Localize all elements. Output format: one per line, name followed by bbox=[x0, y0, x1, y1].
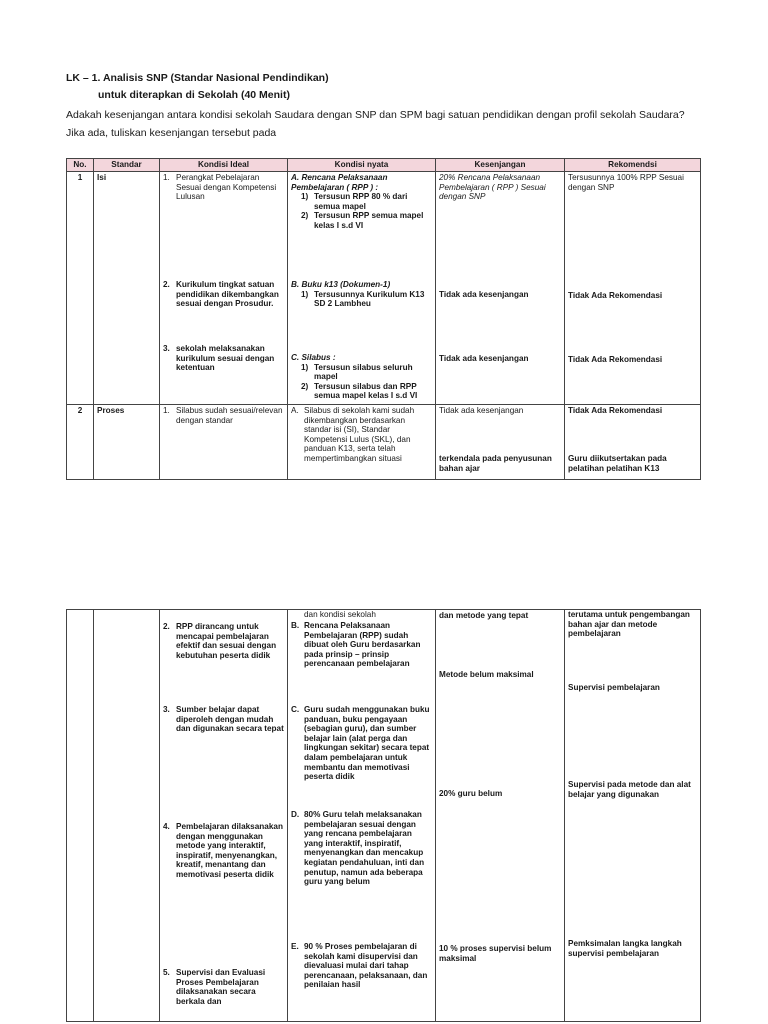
kondisi-nyata-cell bbox=[288, 610, 436, 1022]
list-item: 2. Kurikulum tingkat satuan pendidikan dikembangkan sesuai dengan Prosudur. bbox=[163, 280, 279, 309]
list-item: terutama untuk pengembangan bahan ajar dan metode pembelajaran bbox=[568, 610, 690, 639]
table-row bbox=[67, 610, 701, 1022]
header-rekomendasi: Rekomendsi bbox=[565, 159, 701, 172]
header-no: No. bbox=[67, 159, 94, 172]
kesenjangan-cell bbox=[436, 405, 565, 480]
list-item: C. Silabus : 1) Tersusun silabus seluruh mapel 2) Tersusun silabus dan RPP semua mapel kelas I s.d VI bbox=[291, 353, 418, 401]
list-item: Supervisi pada metode dan alat belajar yang digunakan bbox=[568, 780, 691, 799]
row-standar: Isi bbox=[94, 172, 160, 405]
list-item: A. Rencana Pelaksanaan Pembelajaran ( RPP ) : 1) Tersusun RPP 80 % dari semua mapel 2) Tersusun RPP semua mapel kelas I s.d VI bbox=[291, 173, 424, 230]
table-row bbox=[67, 172, 701, 405]
rekomendasi-cell bbox=[565, 405, 701, 480]
list-item: Supervisi pembelajaran bbox=[568, 683, 660, 692]
table-header-row bbox=[67, 159, 701, 172]
list-item: Tidak Ada Rekomendasi bbox=[568, 355, 663, 364]
list-item: Tidak ada kesenjangan bbox=[439, 354, 529, 363]
list-item: 5. Supervisi dan Evaluasi Proses Pembelajaran dilaksanakan secara berkala dan bbox=[163, 968, 266, 1006]
list-item: dan kondisi sekolah bbox=[304, 610, 376, 619]
list-item: 1. Perangkat Pebelajaran Sesuai dengan Kompetensi Lulusan bbox=[163, 173, 277, 202]
list-item: 2. RPP dirancang untuk mencapai pembelajaran efektif dan sesuai dengan kebutuhan peserta didik bbox=[163, 622, 277, 660]
list-item: Guru diikutsertakan pada pelatihan pelatihan K13 bbox=[568, 454, 667, 473]
analysis-table-continued bbox=[66, 609, 701, 1022]
kesenjangan-cell bbox=[436, 172, 565, 405]
list-item: dan metode yang tepat bbox=[439, 611, 529, 620]
list-item: 4. Pembelajaran dilaksanakan dengan menggunakan metode yang interaktif, inspiratif, menyenangkan, kreatif, menantang dan memotivasi peserta didik bbox=[163, 822, 283, 879]
list-item: Metode belum maksimal bbox=[439, 670, 534, 679]
header-kesenjangan: Kesenjangan bbox=[436, 159, 565, 172]
list-item: Tidak Ada Rekomendasi bbox=[568, 291, 663, 300]
row-standar bbox=[94, 610, 160, 1022]
list-item: 20% Rencana Pelaksanaan Pembelajaran ( RPP ) Sesuai dengan SNP bbox=[439, 173, 546, 202]
rekomendasi-cell bbox=[565, 172, 701, 405]
list-item: terkendala pada penyusunan bahan ajar bbox=[439, 454, 552, 473]
kesenjangan-cell bbox=[436, 610, 565, 1022]
kondisi-nyata-cell bbox=[288, 172, 436, 405]
list-item: C. Guru sudah menggunakan buku panduan, buku pengayaan (sebagian guru), dan sumber belajar lain (alat perga dan lingkungan sekitar) secara tepat dalam pembelajaran untuk membantu dan memotivasi peserta didik bbox=[291, 705, 430, 782]
worksheet-subtitle: untuk diterapkan di Sekolah (40 Menit) bbox=[98, 89, 290, 101]
header-standar: Standar bbox=[94, 159, 160, 172]
table-row bbox=[67, 405, 701, 480]
kondisi-ideal-cell bbox=[160, 172, 288, 405]
rekomendasi-cell bbox=[565, 610, 701, 1022]
list-item: Tidak ada kesenjangan bbox=[439, 290, 529, 299]
header-kondisi-nyata: Kondisi nyata bbox=[288, 159, 436, 172]
list-item: 20% guru belum bbox=[439, 789, 503, 798]
list-item: Tidak ada kesenjangan bbox=[439, 406, 524, 415]
list-item: E. 90 % Proses pembelajaran di sekolah kami disupervisi dan dievaluasi mulai dari tahap perencanaan, pelaksanaan, dan penilaian hasil bbox=[291, 942, 428, 990]
list-item: Pemksimalan langka langkah supervisi pembelajaran bbox=[568, 939, 682, 958]
list-item: B. Buku k13 (Dokumen-1) 1) Tersusunnya Kurikulum K13 SD 2 Lambheu bbox=[291, 280, 425, 309]
kondisi-ideal-cell bbox=[160, 610, 288, 1022]
list-item: Tersusunnya 100% RPP Sesuai dengan SNP bbox=[568, 173, 684, 192]
list-item: Tidak Ada Rekomendasi bbox=[568, 406, 663, 415]
row-number bbox=[67, 610, 94, 1022]
row-standar: Proses bbox=[94, 405, 160, 480]
list-item: 3. Sumber belajar dapat diperoleh dengan mudah dan digunakan secara tepat bbox=[163, 705, 284, 734]
kondisi-nyata-cell bbox=[288, 405, 436, 480]
kondisi-ideal-cell bbox=[160, 405, 288, 480]
analysis-table bbox=[66, 158, 701, 480]
list-item: 1. Silabus sudah sesuai/relevan dengan standar bbox=[163, 406, 283, 425]
list-item: 10 % proses supervisi belum maksimal bbox=[439, 944, 552, 963]
list-item: D. 80% Guru telah melaksanakan pembelajaran sesuai dengan yang rencana pembelajaran yang interaktif, inspiratif, menyenangkan dan mencakup kegiatan pendahuluan, inti dan penutup, namun ada beberapa guru yang belum bbox=[291, 810, 425, 887]
list-item: 3. sekolah melaksanakan kurikulum sesuai dengan ketentuan bbox=[163, 344, 275, 373]
intro-paragraph: Adakah kesenjangan antara kondisi sekolah Saudara dengan SNP dan SPM bagi satuan pendidikan dengan profil sekolah Saudara? Jika ada, tuliskan kesenjangan tersebut pada bbox=[66, 109, 685, 139]
worksheet-title: LK – 1. Analisis SNP (Standar Nasional Pendindikan) bbox=[66, 72, 329, 84]
list-item: A. Silabus di sekolah kami sudah dikembangkan berdasarkan standar isi (SI), Standar Kompetensi Lulus (SKL), dan panduan K13, serta telah mempertimbangkan situasi bbox=[291, 406, 415, 463]
row-number: 1 bbox=[67, 172, 94, 405]
row-number: 2 bbox=[67, 405, 94, 480]
header-kondisi-ideal: Kondisi Ideal bbox=[160, 159, 288, 172]
list-item: B. Rencana Pelaksanaan Pembelajaran (RPP) sudah dibuat oleh Guru berdasarkan pada prinsip – prinsip perencanaan pembelajaran bbox=[291, 621, 421, 669]
